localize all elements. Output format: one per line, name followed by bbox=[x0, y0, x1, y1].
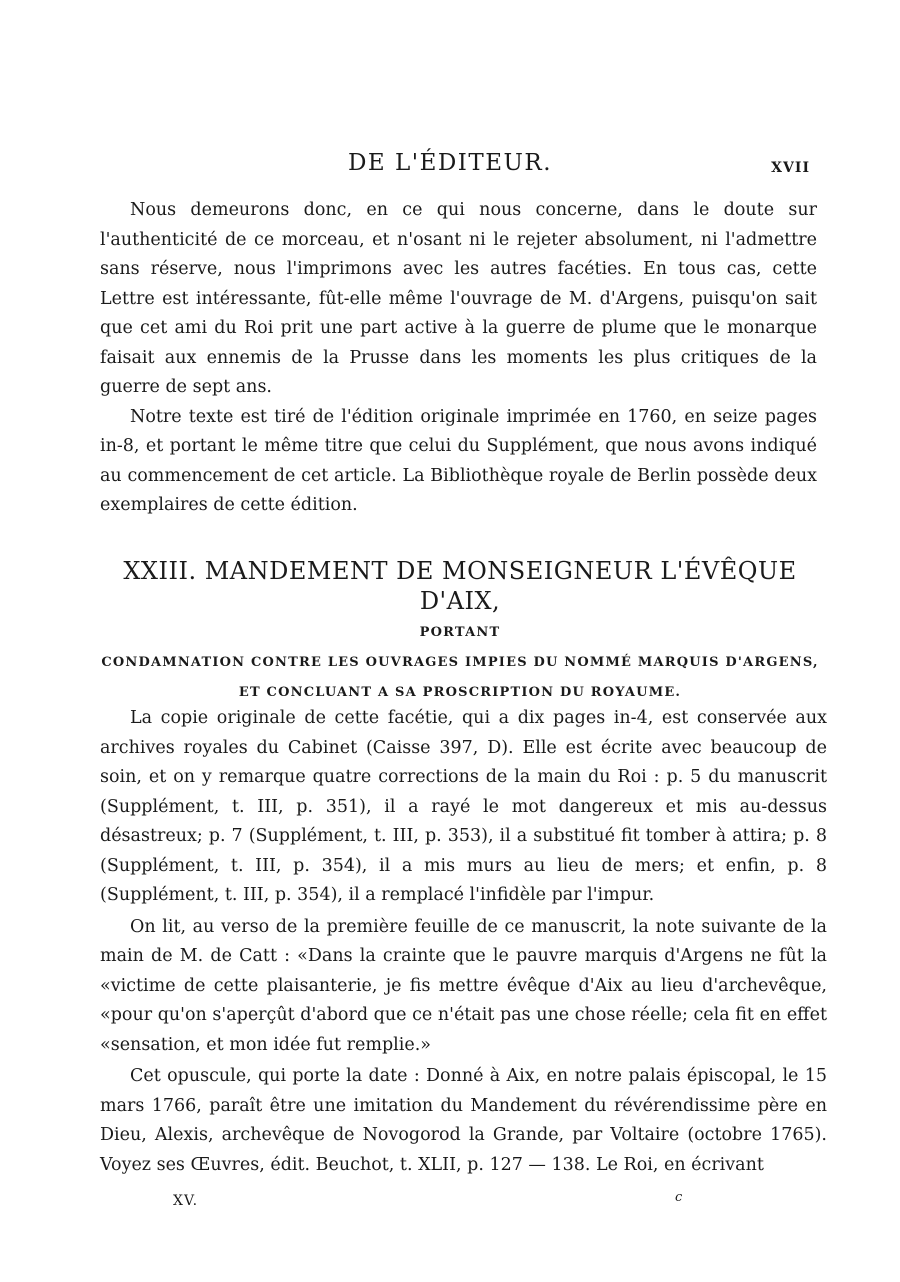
intro-paragraph: Notre texte est tiré de l'édition originale imprimée en 1760, en seize pages in-8, et portant le même titre que celui du Supplément, que nous avons indiqué au commencement de cet article. La Bibliothèque royale de Berlin possède deux exemplaires de cette édition. bbox=[100, 406, 817, 515]
body-text bbox=[100, 704, 827, 1180]
body-paragraph: La copie originale de cette facétie, qui a dix pages in-4, est conservée aux archives royales du Cabinet (Caisse 397, D). Elle est écrite avec beaucoup de soin, et on y remarque quatre corrections de la main du Roi : p. 5 du manuscrit (Supplément, t. III, p. 351), il a rayé le mot dangereux et mis au-dessus désastreux; p. 7 (Supplément, t. III, p. 353), il a substitué fit tomber à attira; p. 8 (Supplément, t. III, p. 354), il a mis murs au lieu de mers; et enfin, p. 8 (Supplément, t. III, p. 354), il a remplacé l'infidèle par l'impur. bbox=[100, 708, 827, 905]
running-title: DE L'ÉDITEUR. bbox=[347, 150, 553, 176]
intro-text bbox=[100, 196, 817, 521]
section-title: XXIII. MANDEMENT DE MONSEIGNEUR L'ÉVÊQUE D'AIX, bbox=[123, 557, 797, 615]
intro-paragraph: Nous demeurons donc, en ce qui nous concerne, dans le doute sur l'authenticité de ce morceau, et n'osant ni le rejeter absolument, ni l'admettre sans réserve, nous l'imprimons avec les autres facéties. En tous cas, cette Lettre est intéressante, fût-elle même l'ouvrage de M. d'Argens, puisqu'on sait que cet ami du Roi prit une part active à la guerre de plume que le monarque faisait aux ennemis de la Prusse dans les moments les plus critiques de la guerre de sept ans. bbox=[100, 200, 817, 397]
page-number: XVII bbox=[771, 160, 810, 176]
section-subtitle: ET CONCLUANT A SA PROSCRIPTION DU ROYAUME. bbox=[238, 685, 682, 700]
gathering-mark: c bbox=[675, 1190, 683, 1205]
running-head bbox=[0, 150, 900, 180]
section-subtitle: CONDAMNATION CONTRE LES OUVRAGES IMPIES DU NOMMÉ MARQUIS D'ARGENS, bbox=[101, 655, 819, 670]
body-paragraph: On lit, au verso de la première feuille de ce manuscrit, la note suivante de la main de M. de Catt : «Dans la crainte que le pauvre marquis d'Argens ne fût la «victime de cette plaisanterie, je fis mettre évêque d'Aix au lieu d'archevêque, «pour qu'on s'aperçût d'abord que ce n'était pas une chose réelle; cela fit en effet «sensation, et mon idée fut remplie.» bbox=[100, 916, 827, 1055]
section-heading bbox=[80, 556, 840, 708]
section-subtitle: PORTANT bbox=[419, 625, 501, 640]
body-paragraph: Cet opuscule, qui porte la date : Donné à Aix, en notre palais épiscopal, le 15 mars 1766, paraît être une imitation du Mandement du révérendissime père en Dieu, Alexis, archevêque de Novogorod la Grande, par Voltaire (octobre 1765). Voyez ses Œuvres, édit. Beuchot, t. XLII, p. 127 — 138. Le Roi, en écrivant bbox=[100, 1066, 827, 1175]
signature-mark: XV. bbox=[173, 1193, 199, 1209]
